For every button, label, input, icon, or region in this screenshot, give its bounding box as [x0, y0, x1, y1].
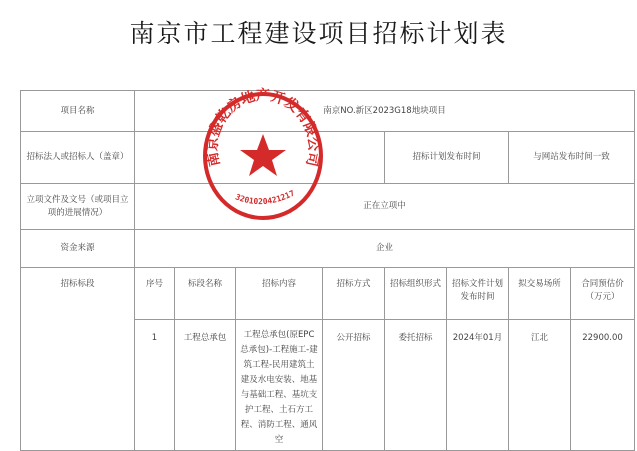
- project-name-label: 项目名称: [21, 91, 135, 132]
- approval-value: 正在立项中: [135, 184, 635, 230]
- company-seal: [199, 86, 327, 224]
- row-doc-time: 2024年01月: [447, 320, 509, 451]
- funding-label: 资金来源: [21, 230, 135, 268]
- header-price: 合同预估价（万元）: [571, 268, 635, 320]
- row-section-name: 工程总承包: [175, 320, 236, 451]
- row-index: 1: [135, 320, 175, 451]
- project-name-value: 南京NO.新区2023G18地块项目: [135, 91, 635, 132]
- approval-label: 立项文件及文号（或项目立项的进展情况）: [21, 184, 135, 230]
- company-seal-graphic: [199, 86, 327, 224]
- header-venue: 拟交易场所: [509, 268, 571, 320]
- seal-star-icon: [240, 134, 286, 176]
- seal-number: 3201020421217: [234, 188, 297, 207]
- header-section-name: 标段名称: [175, 268, 236, 320]
- header-doc-time: 招标文件计划发布时间: [447, 268, 509, 320]
- tenderer-label: 招标法人或招标人（盖章）: [21, 132, 135, 184]
- row-venue: 江北: [509, 320, 571, 451]
- funding-value: 企业: [135, 230, 635, 268]
- row-organization: 委托招标: [385, 320, 447, 451]
- header-method: 招标方式: [323, 268, 385, 320]
- publish-time-value: 与网站发布时间一致: [509, 132, 635, 184]
- row-method: 公开招标: [323, 320, 385, 451]
- header-index: 序号: [135, 268, 175, 320]
- plan-table: [20, 90, 635, 451]
- row-price: 22900.00: [571, 320, 635, 451]
- header-content: 招标内容: [236, 268, 323, 320]
- row-content: 工程总承包(原EPC总承包)-工程施工-建筑工程-民用建筑土建及水电安装、地基与基础工程、基坑支护工程、土石方工程、消防工程、通风空: [236, 320, 323, 451]
- publish-time-label: 招标计划发布时间: [385, 132, 509, 184]
- document-title: 南京市工程建设项目招标计划表: [129, 19, 508, 48]
- seal-arc-text: 南京盛乾房地产开发有限公司: [204, 88, 322, 168]
- header-organization: 招标组织形式: [385, 268, 447, 320]
- section-label: 招标标段: [21, 268, 135, 451]
